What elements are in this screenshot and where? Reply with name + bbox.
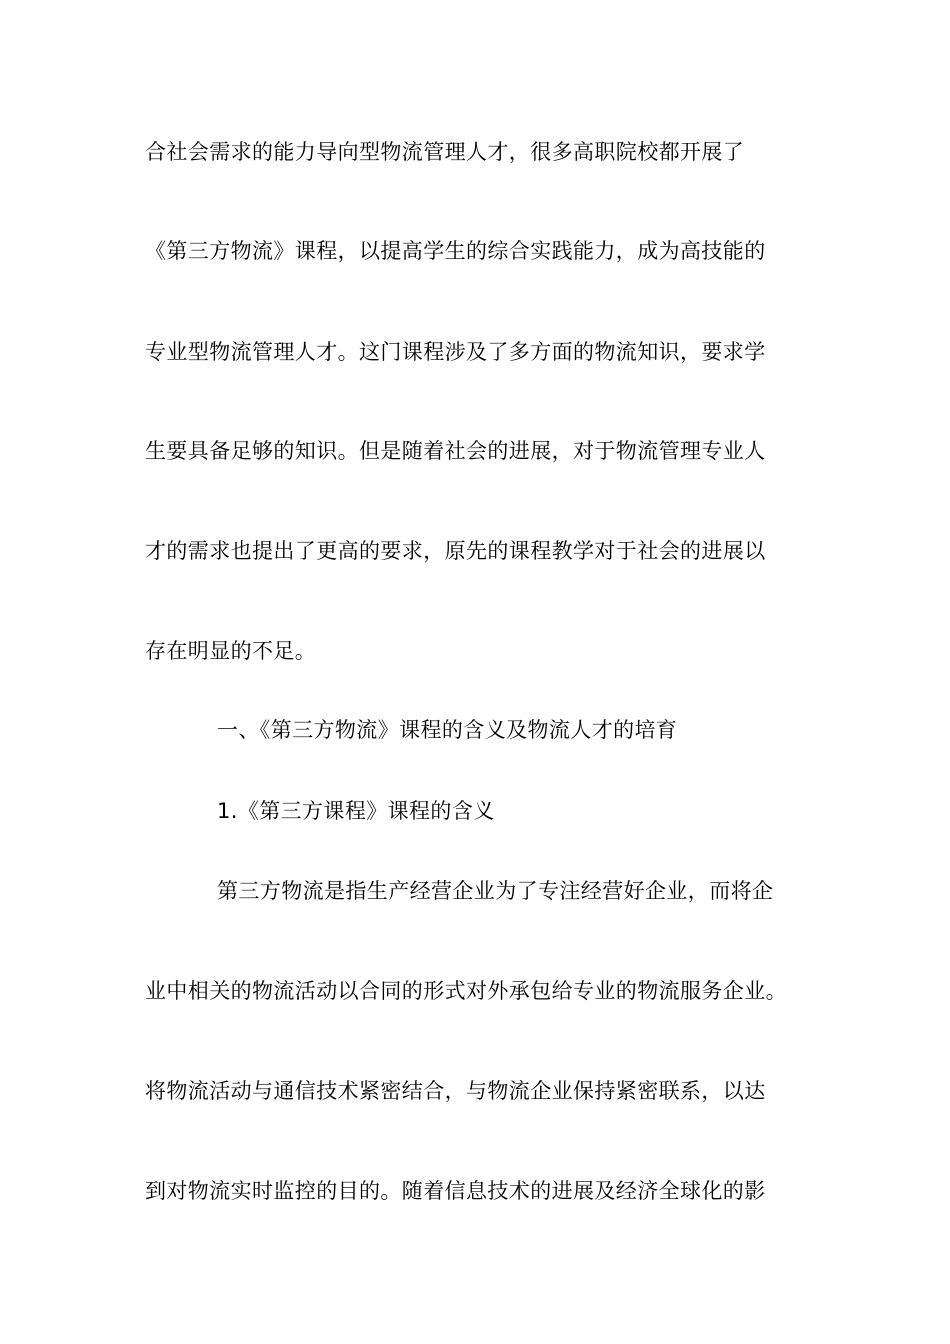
paragraph-line: 生要具备足够的知识。但是随着社会的进展，对于物流管理专业人: [145, 439, 766, 463]
paragraph-line: 才的需求也提出了更高的要求，原先的课程教学对于社会的进展以: [145, 539, 766, 563]
paragraph-line: 《第三方物流》课程，以提高学生的综合实践能力，成为高技能的: [145, 239, 766, 263]
paragraph-line: 到对物流实时监控的目的。随着信息技术的进展及经济全球化的影: [145, 1179, 766, 1203]
paragraph-line: 第三方物流是指生产经营企业为了专注经营好企业，而将企: [217, 879, 774, 903]
paragraph-line: 业中相关的物流活动以合同的形式对外承包给专业的物流服务企业。: [145, 979, 787, 1003]
section-heading: 一、《第三方物流》课程的含义及物流人才的培育: [217, 718, 678, 742]
paragraph-line: 专业型物流管理人才。这门课程涉及了多方面的物流知识，要求学: [145, 340, 766, 364]
subsection-heading: 1.《第三方课程》课程的含义: [217, 799, 495, 823]
paragraph-line: 将物流活动与通信技术紧密结合，与物流企业保持紧密联系，以达: [145, 1079, 766, 1103]
paragraph-line: 存在明显的不足。: [145, 639, 317, 663]
paragraph-line: 合社会需求的能力导向型物流管理人才，很多高职院校都开展了: [145, 140, 745, 164]
